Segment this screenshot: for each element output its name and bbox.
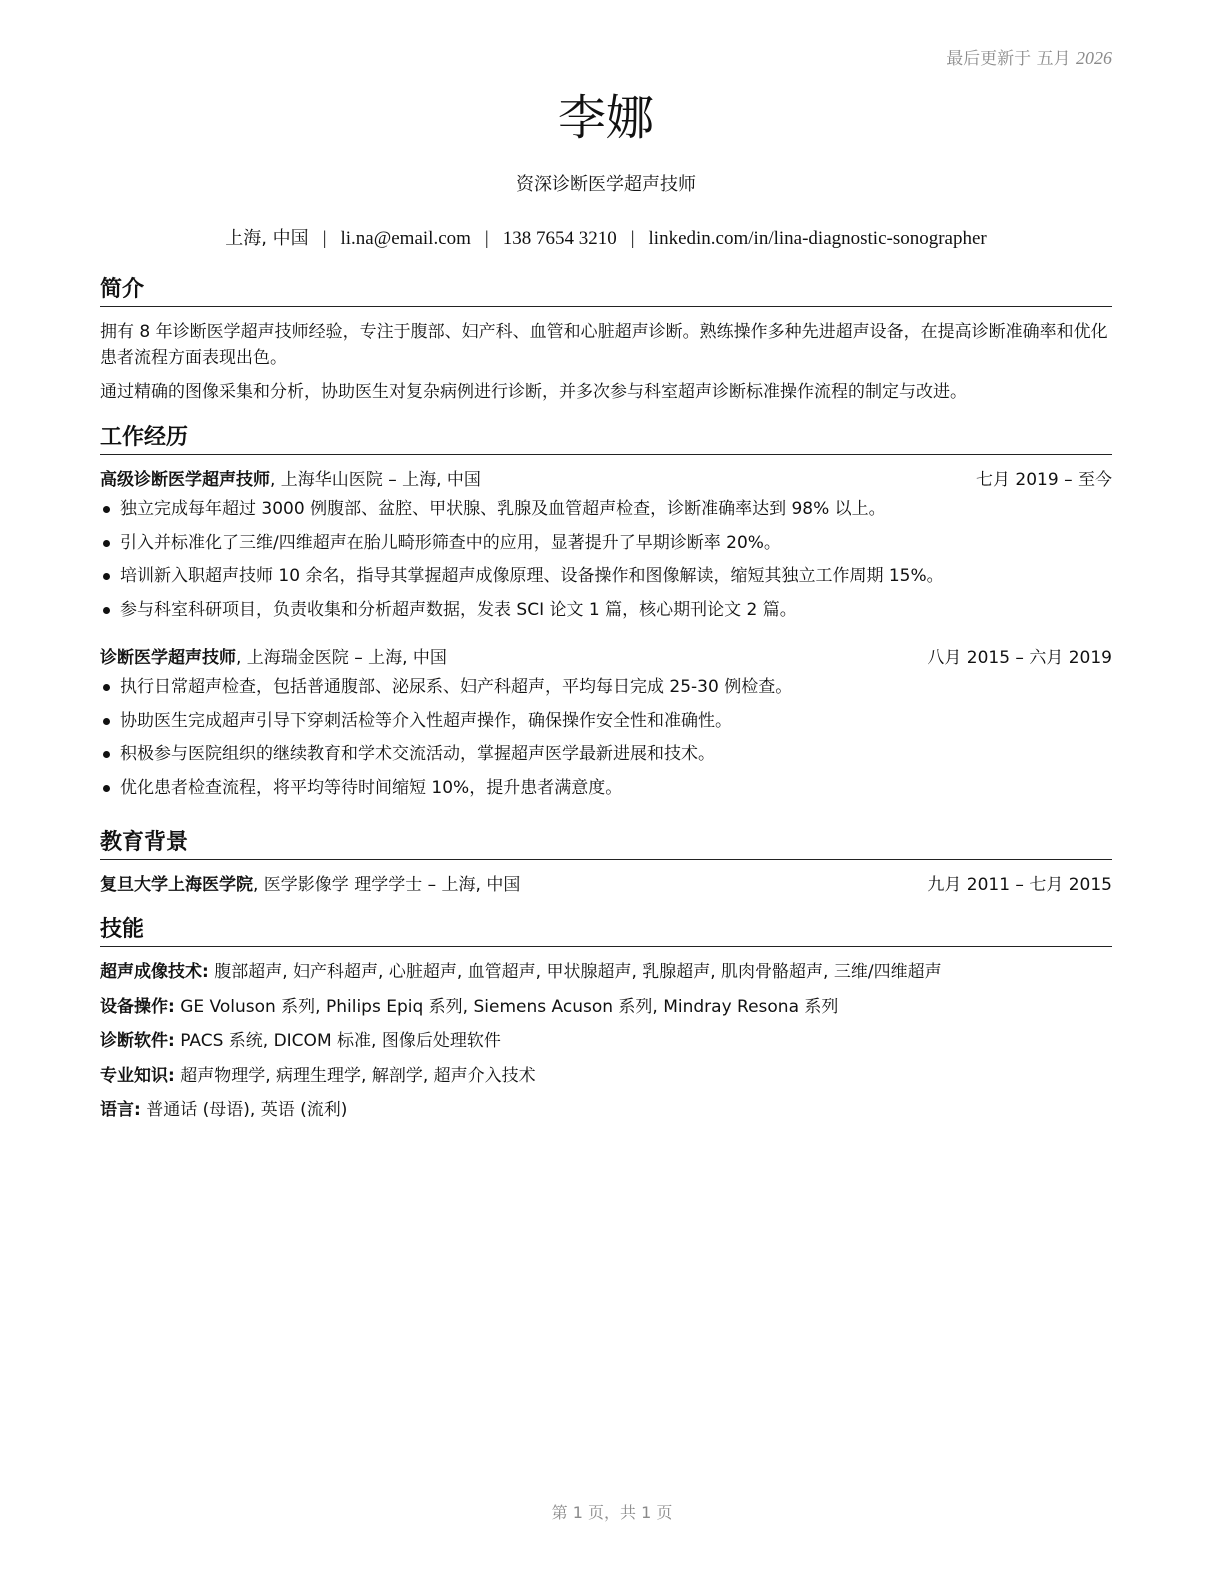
summary-section (100, 276, 1112, 405)
job-entry (100, 645, 1112, 805)
summary-paragraph: 通过精确的图像采集和分析，协助医生对复杂病例进行诊断，并多次参与科室超声诊断标准操作流程的制定与改进。 (100, 382, 967, 402)
skill-row (100, 1059, 1112, 1094)
skill-key: 专业知识: (100, 1065, 175, 1086)
job-bullet: 积极参与医院组织的继续教育和学术交流活动，掌握超声医学最新进展和技术。 (100, 738, 1112, 772)
section-title-summary: 简介 (100, 276, 1112, 307)
contact-linkedin[interactable]: linkedin.com/in/lina-diagnostic-sonographer (648, 228, 987, 249)
education-dates: 九月 2011 – 七月 2015 (927, 875, 1112, 895)
candidate-name: 李娜 (557, 90, 654, 146)
summary-paragraph: 拥有 8 年诊断医学超声技师经验，专注于腹部、妇产科、血管和心脏超声诊断。熟练操作多种先进超声设备，在提高诊断准确率和优化患者流程方面表现出色。 (100, 322, 1108, 368)
contact-separator: | (322, 228, 327, 249)
skill-row (100, 990, 1112, 1025)
job-role: 诊断医学超声技师 (100, 648, 236, 668)
skill-value: 超声物理学, 病理生理学, 解剖学, 超声介入技术 (174, 1065, 536, 1086)
job-entry (100, 467, 1112, 627)
last-updated-year: 2026 (1076, 48, 1112, 68)
section-title-education: 教育背景 (100, 829, 1112, 860)
section-title-skills: 技能 (100, 916, 1112, 947)
skills-section (100, 916, 1112, 1128)
job-bullet: 引入并标准化了三维/四维超声在胎儿畸形筛查中的应用，显著提升了早期诊断率 20%。 (100, 527, 1112, 561)
job-bullet: 协助医生完成超声引导下穿刺活检等介入性超声操作，确保操作安全性和准确性。 (100, 705, 1112, 739)
contact-line (100, 224, 1112, 250)
skill-value: GE Voluson 系列, Philips Epiq 系列, Siemens Acuson 系列, Mindray Resona 系列 (174, 996, 839, 1017)
skill-key: 设备操作: (100, 996, 175, 1017)
job-role: 高级诊断医学超声技师 (100, 470, 270, 490)
contact-separator: | (484, 228, 489, 249)
skill-key: 语言: (100, 1100, 141, 1120)
job-bullet: 参与科室科研项目，负责收集和分析超声数据，发表 SCI 论文 1 篇，核心期刊论文 2 篇。 (100, 594, 1112, 628)
job-bullet: 执行日常超声检查，包括普通腹部、泌尿系、妇产科超声，平均每日完成 25-30 例检查。 (100, 671, 1112, 705)
skill-key: 诊断软件: (100, 1031, 175, 1051)
job-dates: 八月 2015 – 六月 2019 (927, 648, 1112, 668)
last-updated-label: 最后更新于 五月 (946, 49, 1071, 69)
job-bullets (100, 671, 1112, 805)
contact-separator: | (630, 228, 635, 249)
job-bullet: 独立完成每年超过 3000 例腹部、盆腔、甲状腺、乳腺及血管超声检查，诊断准确率达到 98% 以上。 (100, 493, 1112, 527)
skill-value: 腹部超声, 妇产科超声, 心脏超声, 血管超声, 甲状腺超声, 乳腺超声, 肌肉骨骼超声, 三维/四维超声 (208, 962, 942, 982)
job-org: , 上海华山医院 – 上海, 中国 (270, 470, 481, 490)
job-bullets (100, 493, 1112, 627)
last-updated (946, 44, 1112, 69)
skill-value: 普通话 (母语), 英语 (流利) (140, 1100, 348, 1120)
page-footer: 第 1 页，共 1 页 (551, 1503, 673, 1522)
job-bullet: 培训新入职超声技师 10 余名，指导其掌握超声成像原理、设备操作和图像解读，缩短其独立工作周期 15%。 (100, 560, 1112, 594)
section-title-experience: 工作经历 (100, 424, 1112, 455)
education-entry (100, 872, 1112, 898)
job-org: , 上海瑞金医院 – 上海, 中国 (236, 648, 447, 668)
job-bullet: 优化患者检查流程，将平均等待时间缩短 10%，提升患者满意度。 (100, 772, 1112, 806)
job-header (100, 645, 1112, 671)
contact-location: 上海, 中国 (225, 228, 309, 249)
skill-row (100, 955, 1112, 990)
education-section (100, 829, 1112, 898)
job-header (100, 467, 1112, 493)
skill-value: PACS 系统, DICOM 标准, 图像后处理软件 (174, 1031, 501, 1051)
education-school: 复旦大学上海医学院 (100, 875, 253, 895)
contact-phone[interactable]: 138 7654 3210 (502, 228, 617, 249)
contact-email[interactable]: li.na@email.com (340, 228, 471, 249)
skill-row (100, 1093, 1112, 1128)
experience-section (100, 424, 1112, 805)
education-degree: , 医学影像学 理学学士 – 上海, 中国 (253, 875, 521, 895)
job-dates: 七月 2019 – 至今 (976, 470, 1112, 490)
skill-row (100, 1024, 1112, 1059)
skill-key: 超声成像技术: (100, 962, 209, 982)
headline: 资深诊断医学超声技师 (516, 174, 696, 195)
